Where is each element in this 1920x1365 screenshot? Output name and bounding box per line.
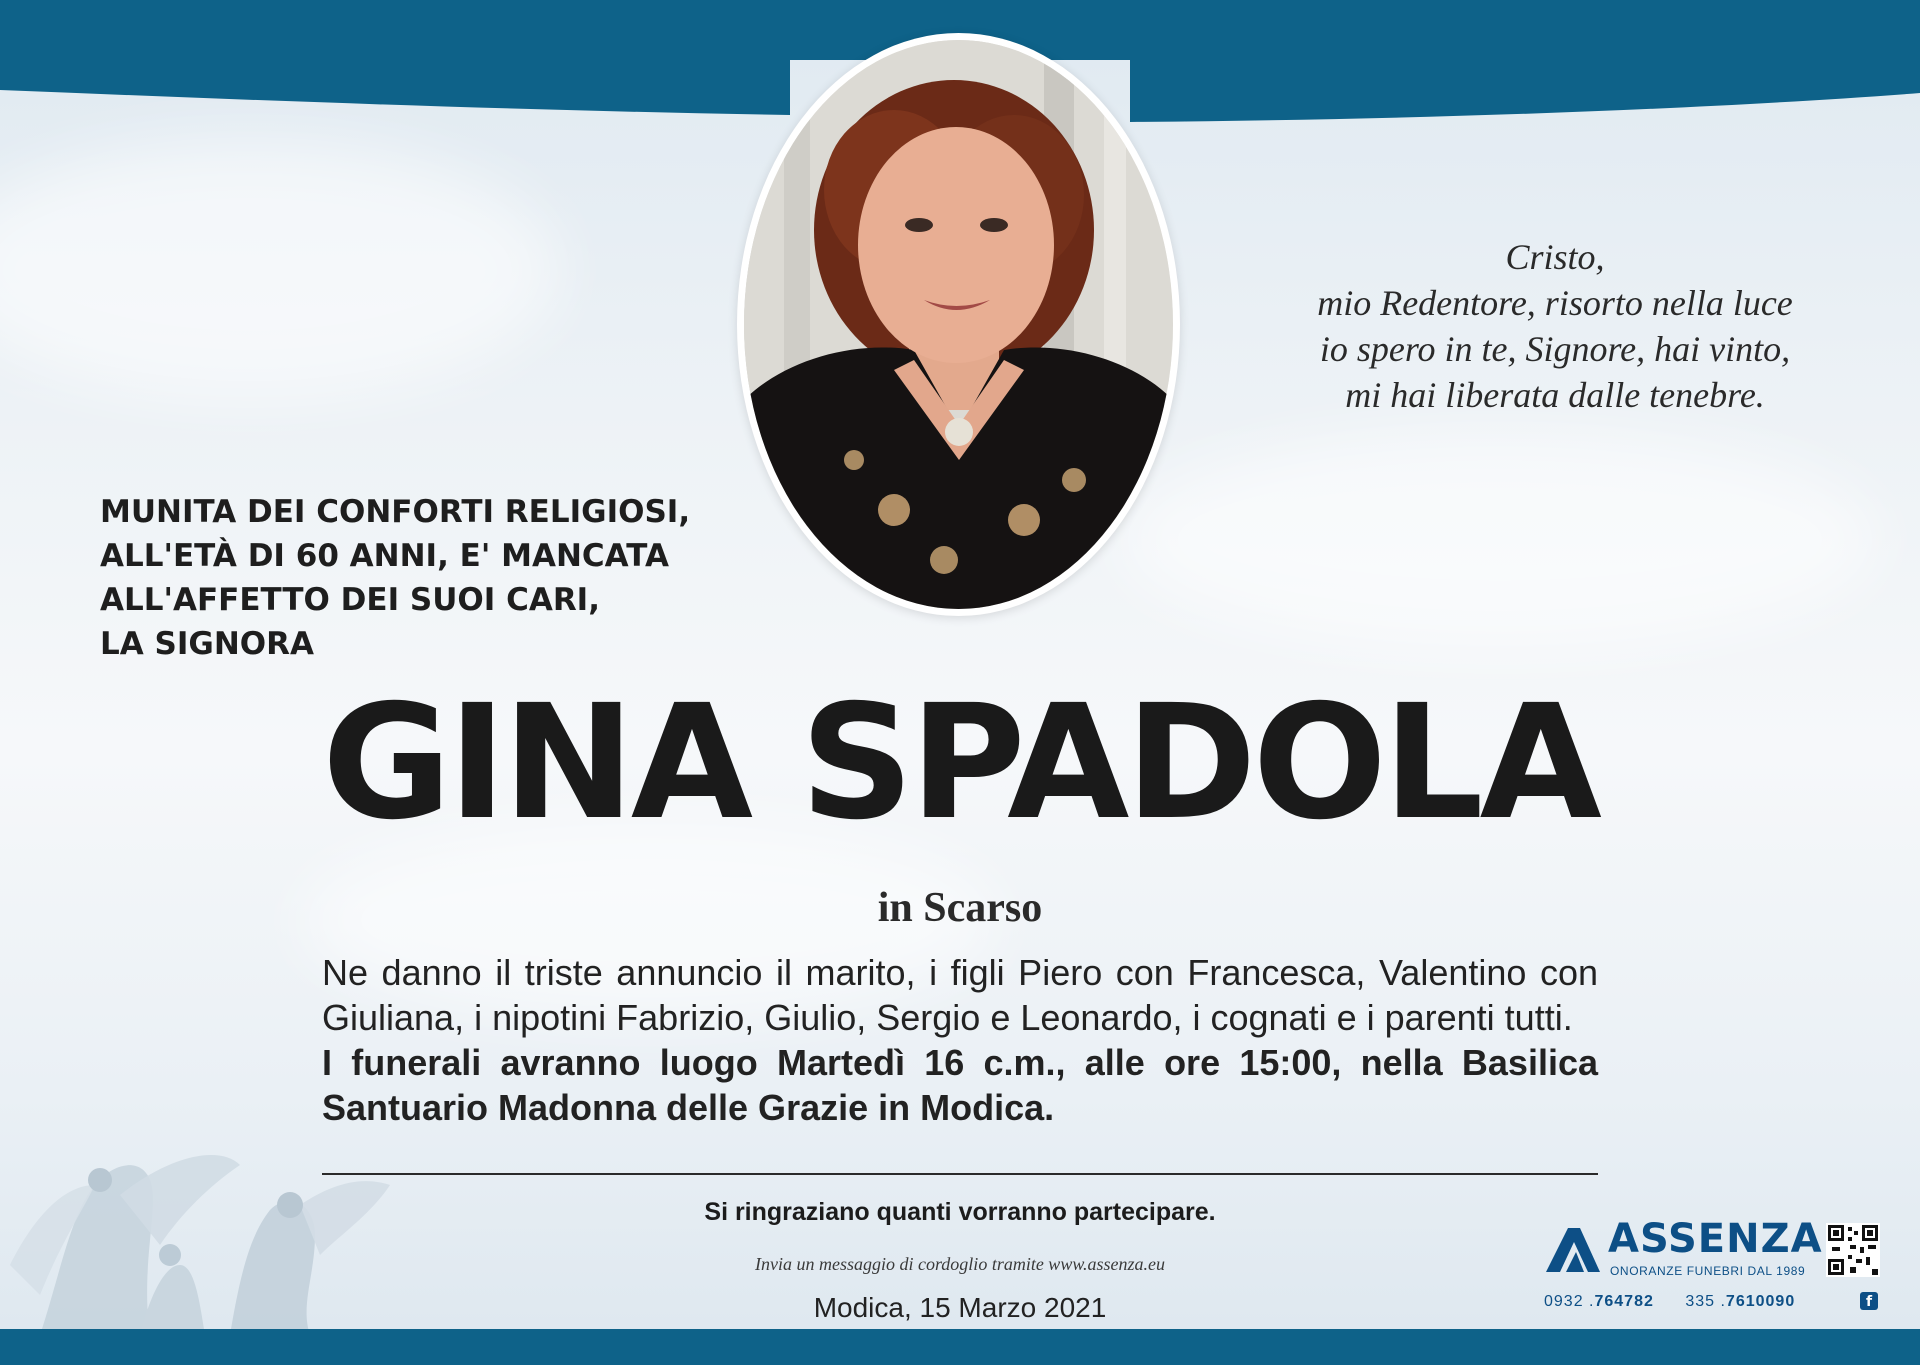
company-tagline: ONORANZE FUNEBRI DAL 1989 — [1610, 1264, 1806, 1278]
phone-prefix: 0932 . — [1544, 1293, 1595, 1310]
married-name: in Scarso — [877, 885, 1043, 931]
quote-line: Cristo, — [1505, 237, 1605, 277]
sky-cloud — [0, 140, 560, 400]
portrait-photo — [744, 40, 1173, 609]
qr-code-icon[interactable] — [1826, 1223, 1880, 1277]
phone-prefix: 335 . — [1685, 1293, 1726, 1310]
assenza-logo[interactable] — [1546, 1216, 1823, 1278]
family-announcement: Ne danno il triste annuncio il marito, i figli Piero con Francesca, Valentino con Giuliana, i nipotini Fabrizio, Giulio, Sergio e Leonardo, i cognati e i parenti tutti. — [322, 952, 1598, 1038]
sky-cloud — [1120, 430, 1880, 650]
intro-line: ALL'AFFETTO DEI SUOI CARI, — [100, 582, 600, 618]
angels-statue-image — [0, 1125, 400, 1335]
deceased-name: GINA SPADOLA — [322, 671, 1598, 855]
intro-line: ALL'ETÀ DI 60 ANNI, E' MANCATA — [100, 538, 669, 574]
bottom-band — [0, 1329, 1920, 1365]
religious-quote — [1230, 234, 1880, 418]
quote-line: mio Redentore, risorto nella luce — [1317, 283, 1793, 323]
quote-line: io spero in te, Signore, hai vinto, — [1319, 329, 1791, 369]
death-intro — [100, 490, 740, 666]
assenza-logo-icon — [1546, 1224, 1600, 1272]
intro-line: MUNITA DEI CONFORTI RELIGIOSI, — [100, 494, 691, 530]
quote-line: mi hai liberata dalle tenebre. — [1345, 375, 1765, 415]
divider — [322, 1173, 1598, 1175]
thanks-line: Si ringraziano quanti vorranno partecipare. — [704, 1198, 1216, 1226]
intro-line: LA SIGNORA — [100, 626, 315, 662]
place-date: Modica, 15 Marzo 2021 — [813, 1292, 1107, 1323]
company-name: ASSENZA — [1608, 1216, 1823, 1262]
funeral-details: I funerali avranno luogo Martedì 16 c.m., alle ore 15:00, nella Basilica Santuario Madonna delle Grazie in Modica. — [322, 1042, 1598, 1128]
condolence-note: Invia un messaggio di cordoglio tramite www.assenza.eu — [755, 1254, 1165, 1274]
announcement-body — [322, 950, 1598, 1130]
phone-number[interactable]: 7610090 — [1725, 1293, 1796, 1310]
company-phones — [1544, 1293, 1795, 1311]
facebook-icon[interactable]: f — [1860, 1292, 1878, 1310]
phone-number[interactable]: 764782 — [1594, 1293, 1654, 1310]
